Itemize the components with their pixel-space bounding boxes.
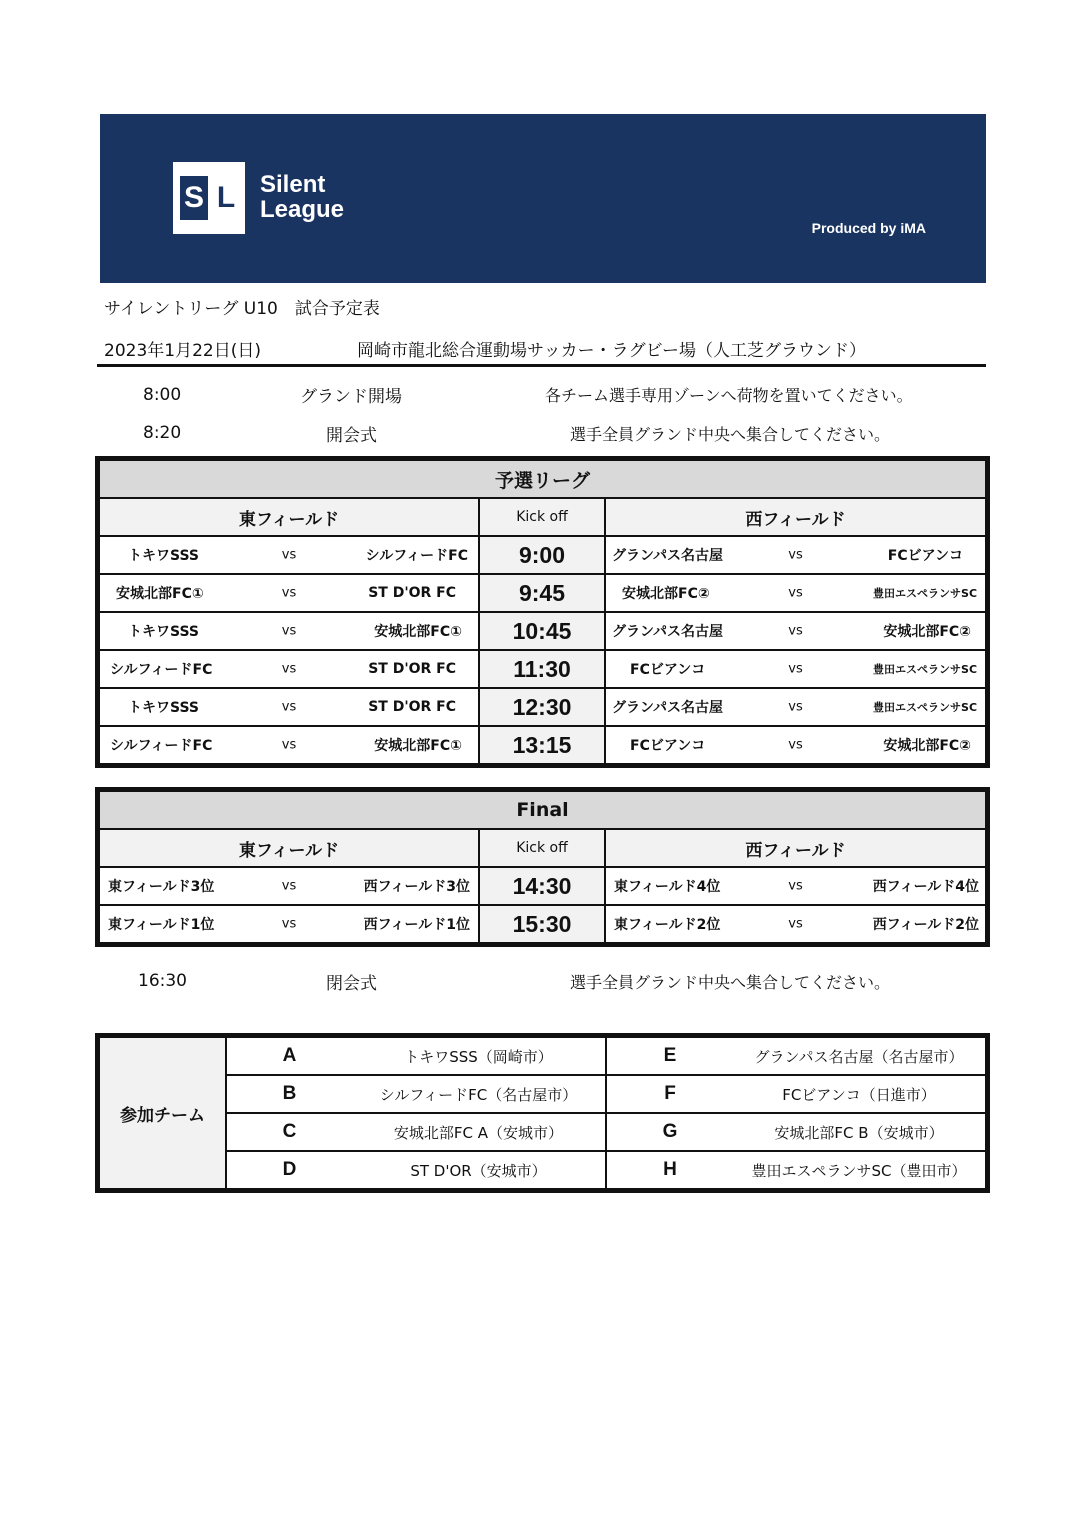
team-name: グランパス名古屋 xyxy=(612,548,724,564)
event-name: 開会式 xyxy=(326,426,377,446)
west-match xyxy=(605,726,986,764)
logo-name: Silent League xyxy=(260,171,345,223)
team-name: 安城北部FC① xyxy=(116,586,204,602)
event-time: 16:30 xyxy=(138,971,187,991)
table-row xyxy=(99,867,986,905)
event-note: 選手全員グランド中央へ集合してください。 xyxy=(570,973,891,992)
team-name: FCビアンコ xyxy=(630,738,706,754)
kickoff-time: 9:00 xyxy=(479,536,605,574)
team-name: 安城北部FC① xyxy=(374,624,462,640)
event-time: 8:00 xyxy=(143,385,182,405)
team-letter: F xyxy=(606,1075,733,1113)
team-name: 豊田エスペランサSC xyxy=(873,587,978,600)
team-entry: FCビアンコ（日進市） xyxy=(733,1075,986,1113)
team-entry: ST D'OR（安城市） xyxy=(352,1151,606,1189)
team-name: 安城北部FC② xyxy=(622,586,710,602)
kickoff-time: 15:30 xyxy=(479,905,605,943)
divider xyxy=(97,364,986,367)
table-row xyxy=(99,688,986,726)
vs-label: vs xyxy=(281,737,297,753)
east-match xyxy=(99,867,479,905)
vs-label: vs xyxy=(281,661,297,677)
team-name: FCビアンコ xyxy=(887,548,964,564)
table-row xyxy=(99,1113,986,1151)
vs-label: vs xyxy=(281,699,297,715)
west-match xyxy=(605,612,986,650)
west-match xyxy=(605,650,986,688)
event-note: 各チーム選手専用ゾーンへ荷物を置いてください。 xyxy=(545,386,913,405)
east-match xyxy=(99,650,479,688)
logo-mark xyxy=(173,162,245,234)
event-time: 8:20 xyxy=(143,423,182,443)
vs-label: vs xyxy=(281,547,297,563)
final-title: Final xyxy=(99,791,986,829)
team-name: ST D'OR FC xyxy=(368,585,456,601)
vs-label: vs xyxy=(788,585,803,601)
prelim-title: 予選リーグ xyxy=(99,460,986,498)
event-name: グランド開場 xyxy=(300,387,402,407)
west-match xyxy=(605,867,986,905)
team-name: 安城北部FC② xyxy=(883,738,972,754)
west-match xyxy=(605,574,986,612)
team-letter: G xyxy=(606,1113,733,1151)
team-entry: 安城北部FC A（安城市） xyxy=(352,1113,606,1151)
team-name: 東フィールド4位 xyxy=(614,879,721,895)
vs-label: vs xyxy=(788,623,803,639)
kickoff-header: Kick off xyxy=(479,829,605,867)
kickoff-time: 11:30 xyxy=(479,650,605,688)
table-row xyxy=(99,905,986,943)
teams-table xyxy=(98,1036,987,1190)
team-letter: D xyxy=(226,1151,352,1189)
east-match xyxy=(99,536,479,574)
table-row xyxy=(99,1151,986,1189)
team-letter: A xyxy=(226,1037,352,1075)
table-row xyxy=(99,1037,986,1075)
vs-label: vs xyxy=(281,878,297,894)
vs-label: vs xyxy=(281,916,297,932)
team-name: シルフィードFC xyxy=(365,548,468,564)
table-row xyxy=(99,536,986,574)
team-name: シルフィードFC xyxy=(110,662,213,678)
event-name: 閉会式 xyxy=(326,974,377,994)
team-letter: B xyxy=(226,1075,352,1113)
team-name: 東フィールド2位 xyxy=(614,917,721,933)
vs-label: vs xyxy=(281,585,297,601)
team-entry: 豊田エスペランサSC（豊田市） xyxy=(733,1151,986,1189)
team-name: トキワSSS xyxy=(128,624,199,640)
team-name: 東フィールド3位 xyxy=(108,879,215,895)
team-name: トキワSSS xyxy=(128,700,199,716)
team-name: FCビアンコ xyxy=(630,662,706,678)
header-banner xyxy=(100,114,986,283)
team-name: ST D'OR FC xyxy=(368,699,456,715)
event-venue: 岡崎市龍北総合運動場サッカー・ラグビー場（人工芝グラウンド） xyxy=(357,341,866,361)
vs-label: vs xyxy=(788,916,803,932)
team-name: 東フィールド1位 xyxy=(108,917,215,933)
team-name: 安城北部FC① xyxy=(374,738,462,754)
team-name: 安城北部FC② xyxy=(883,624,972,640)
event-date: 2023年1月22日(日) xyxy=(104,341,261,361)
vs-label: vs xyxy=(281,623,297,639)
team-entry: シルフィードFC（名古屋市） xyxy=(352,1075,606,1113)
logo-letter-l: L xyxy=(216,181,236,214)
kickoff-header: Kick off xyxy=(479,498,605,536)
vs-label: vs xyxy=(788,699,803,715)
team-entry: グランパス名古屋（名古屋市） xyxy=(733,1037,986,1075)
team-name: グランパス名古屋 xyxy=(612,624,724,640)
vs-label: vs xyxy=(788,737,803,753)
west-field-header: 西フィールド xyxy=(605,829,986,867)
team-name: 豊田エスペランサSC xyxy=(873,663,978,676)
team-name: 西フィールド4位 xyxy=(872,879,980,895)
west-match xyxy=(605,688,986,726)
team-name: 西フィールド3位 xyxy=(363,879,470,895)
produced-by: Produced by iMA xyxy=(811,220,926,236)
kickoff-time: 10:45 xyxy=(479,612,605,650)
east-field-header: 東フィールド xyxy=(99,829,479,867)
document-title: サイレントリーグ U10 試合予定表 xyxy=(104,299,380,319)
logo-letter-s: S xyxy=(180,176,208,220)
kickoff-time: 14:30 xyxy=(479,867,605,905)
team-letter: E xyxy=(606,1037,733,1075)
table-row xyxy=(99,650,986,688)
team-name: シルフィードFC xyxy=(110,738,213,754)
east-field-header: 東フィールド xyxy=(99,498,479,536)
kickoff-time: 12:30 xyxy=(479,688,605,726)
table-row xyxy=(99,1075,986,1113)
table-row xyxy=(99,612,986,650)
team-letter: H xyxy=(606,1151,733,1189)
west-field-header: 西フィールド xyxy=(605,498,986,536)
east-match xyxy=(99,726,479,764)
team-name: 豊田エスペランサSC xyxy=(873,701,978,714)
table-row xyxy=(99,574,986,612)
east-match xyxy=(99,905,479,943)
kickoff-time: 9:45 xyxy=(479,574,605,612)
vs-label: vs xyxy=(788,547,803,563)
table-row xyxy=(99,726,986,764)
vs-label: vs xyxy=(788,878,803,894)
event-note: 選手全員グランド中央へ集合してください。 xyxy=(570,425,891,444)
team-entry: トキワSSS（岡崎市） xyxy=(352,1037,606,1075)
prelim-table xyxy=(98,459,987,765)
team-name: 西フィールド1位 xyxy=(363,917,470,933)
team-name: グランパス名古屋 xyxy=(612,700,724,716)
team-entry: 安城北部FC B（安城市） xyxy=(733,1113,986,1151)
east-match xyxy=(99,574,479,612)
east-match xyxy=(99,688,479,726)
teams-label: 参加チーム xyxy=(99,1037,226,1189)
vs-label: vs xyxy=(788,661,803,677)
west-match xyxy=(605,536,986,574)
team-name: 西フィールド2位 xyxy=(872,917,980,933)
team-name: ST D'OR FC xyxy=(368,661,456,677)
west-match xyxy=(605,905,986,943)
kickoff-time: 13:15 xyxy=(479,726,605,764)
team-name: トキワSSS xyxy=(128,548,199,564)
team-letter: C xyxy=(226,1113,352,1151)
east-match xyxy=(99,612,479,650)
final-table xyxy=(98,790,987,944)
